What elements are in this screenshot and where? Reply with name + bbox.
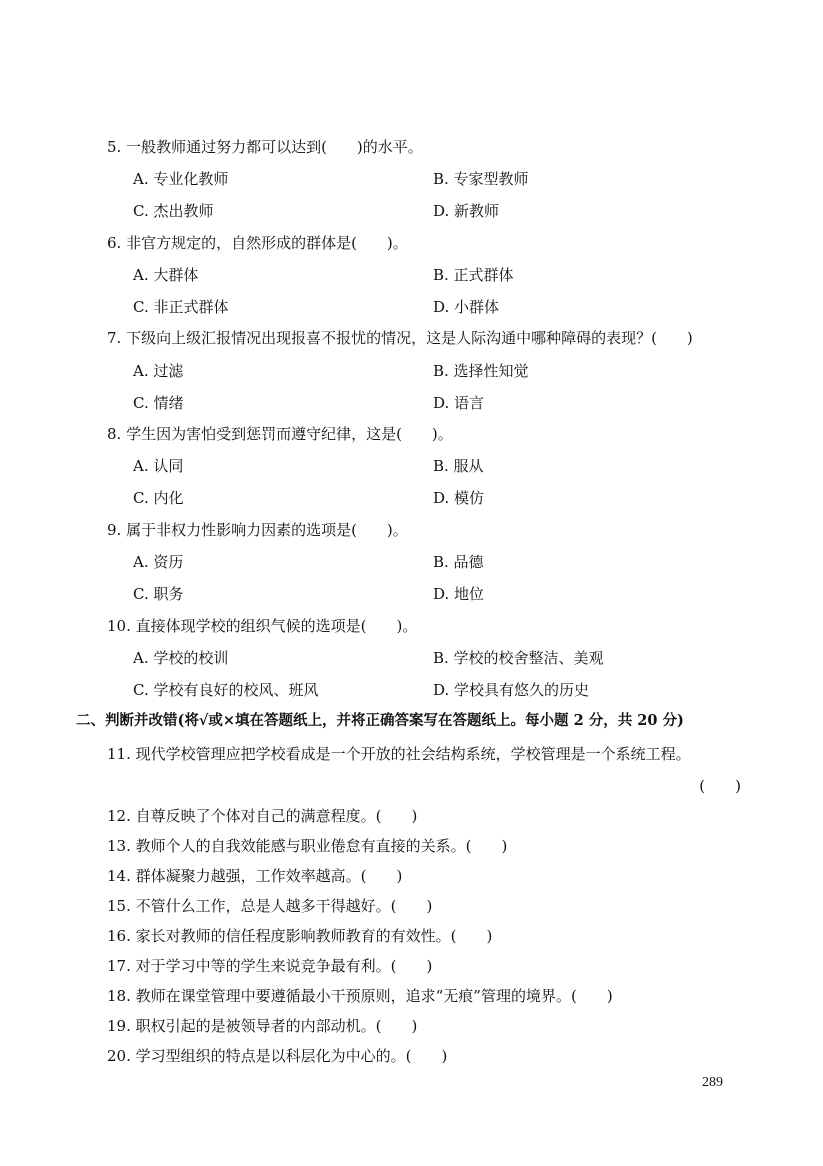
question-5-option-b: B. 专家型教师 <box>433 170 529 188</box>
question-5-option-d: D. 新教师 <box>433 202 500 220</box>
question-5-option-c: C. 杰出教师 <box>133 202 214 220</box>
judgement-item-16: 16. 家长对教师的信任程度影响教师教育的有效性。( ) <box>107 927 493 945</box>
question-10-option-d: D. 学校具有悠久的历史 <box>433 681 590 699</box>
judgement-item-13: 13. 教师个人的自我效能感与职业倦怠有直接的关系。( ) <box>107 837 508 855</box>
question-6-option-b: B. 正式群体 <box>433 266 514 284</box>
question-10-option-c: C. 学校有良好的校风、班风 <box>133 681 319 699</box>
question-8-option-c: C. 内化 <box>133 489 184 507</box>
judgement-item-11: 11. 现代学校管理应把学校看成是一个开放的社会结构系统，学校管理是一个系统工程。 <box>107 745 691 763</box>
judgement-item-18: 18. 教师在课堂管理中要遵循最小干预原则，追求“无痕”管理的境界。( ) <box>107 987 613 1005</box>
page-number: 289 <box>702 1075 723 1090</box>
question-8-option-d: D. 模仿 <box>433 489 485 507</box>
judgement-item-14: 14. 群体凝聚力越强，工作效率越高。( ) <box>107 867 403 885</box>
question-5-option-a: A. 专业化教师 <box>133 170 229 188</box>
question-7-option-d: D. 语言 <box>433 394 485 412</box>
question-7-option-b: B. 选择性知觉 <box>433 362 529 380</box>
question-9-option-a: A. 资历 <box>133 553 184 571</box>
question-8-option-a: A. 认同 <box>133 457 184 475</box>
question-9-option-b: B. 品德 <box>433 553 484 571</box>
question-6-option-a: A. 大群体 <box>133 266 199 284</box>
question-7-stem: 7. 下级向上级汇报情况出现报喜不报忧的情况，这是人际沟通中哪种障碍的表现？( ) <box>107 329 693 347</box>
question-9-option-c: C. 职务 <box>133 585 184 603</box>
judgement-item-17: 17. 对于学习中等的学生来说竞争最有利。( ) <box>107 957 433 975</box>
question-5-stem: 5. 一般教师通过努力都可以达到( )的水平。 <box>107 138 423 156</box>
question-6-option-d: D. 小群体 <box>433 298 500 316</box>
question-10-option-a: A. 学校的校训 <box>133 649 229 667</box>
question-8-option-b: B. 服从 <box>433 457 484 475</box>
question-8-stem: 8. 学生因为害怕受到惩罚而遵守纪律，这是( )。 <box>107 425 453 443</box>
judgement-item-19: 19. 职权引起的是被领导者的内部动机。( ) <box>107 1017 418 1035</box>
question-10-option-b: B. 学校的校舍整洁、美观 <box>433 649 604 667</box>
judgement-item-20: 20. 学习型组织的特点是以科层化为中心的。( ) <box>107 1047 448 1065</box>
question-6-stem: 6. 非官方规定的，自然形成的群体是( )。 <box>107 234 408 252</box>
question-9-option-d: D. 地位 <box>433 585 485 603</box>
section-2-heading: 二、判断并改错(将√或×填在答题纸上，并将正确答案写在答题纸上。每小题 2 分，共 20 分) <box>76 712 684 729</box>
judgement-item-12: 12. 自尊反映了个体对自己的满意程度。( ) <box>107 807 418 825</box>
question-7-option-c: C. 情绪 <box>133 394 184 412</box>
judgement-item-15: 15. 不管什么工作，总是人越多干得越好。( ) <box>107 897 433 915</box>
question-6-option-c: C. 非正式群体 <box>133 298 229 316</box>
question-10-stem: 10. 直接体现学校的组织气候的选项是( )。 <box>107 617 418 635</box>
judgement-item-11-answer-paren: ( ) <box>699 777 741 795</box>
question-7-option-a: A. 过滤 <box>133 362 184 380</box>
question-9-stem: 9. 属于非权力性影响力因素的选项是( )。 <box>107 521 408 539</box>
